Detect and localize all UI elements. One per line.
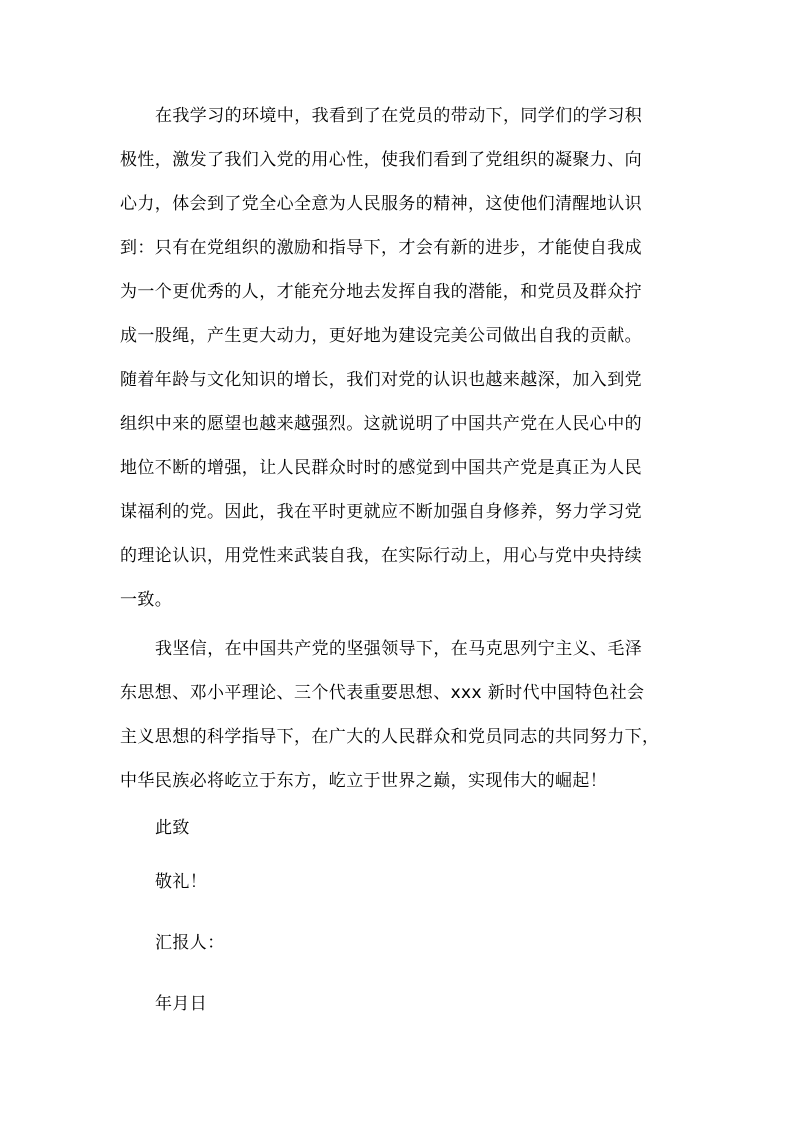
paragraph-1-line-4: 到：只有在党组织的激励和指导下，才会有新的进步，才能使自我成	[120, 238, 642, 258]
paragraph-1-line-3: 心力，体会到了党全心全意为人民服务的精神，这使他们清醒地认识	[120, 194, 642, 214]
paragraph-1-line-6: 成一股绳，产生更大动力，更好地为建设完美公司做出自我的贡献。	[120, 326, 642, 346]
paragraph-1-line-11: 的理论认识，用党性来武装自我，在实际行动上，用心与党中央持续	[120, 546, 642, 566]
paragraph-1-line-10: 谋福利的党。因此，我在平时更就应不断加强自身修养，努力学习党	[120, 502, 642, 522]
paragraph-2-line-4: 中华民族必将屹立于东方，屹立于世界之巅，实现伟大的崛起！	[120, 771, 608, 791]
date-label: 年月日	[155, 994, 208, 1014]
paragraph-2-line-3: 主义思想的科学指导下，在广大的人民群众和党员同志的共同努力下，	[120, 727, 660, 747]
reporter-label: 汇报人：	[155, 933, 225, 953]
paragraph-1-line-9: 地位不断的增强，让人民群众时时的感觉到中国共产党是真正为人民	[120, 458, 642, 478]
paragraph-1-line-5: 为一个更优秀的人，才能充分地去发挥自我的潜能，和党员及群众拧	[120, 282, 642, 302]
paragraph-2-line-1: 我坚信，在中国共产党的坚强领导下，在马克思列宁主义、毛泽	[155, 639, 643, 659]
closing-text: 此致	[155, 818, 190, 838]
paragraph-1-line-2: 极性，激发了我们入党的用心性，使我们看到了党组织的凝聚力、向	[120, 150, 642, 170]
paragraph-1-line-7: 随着年龄与文化知识的增长，我们对党的认识也越来越深，加入到党	[120, 370, 642, 390]
paragraph-2-line-2: 东思想、邓小平理论、三个代表重要思想、xxx 新时代中国特色社会	[120, 683, 645, 703]
salute-text: 敬礼！	[155, 872, 208, 892]
paragraph-1-line-1: 在我学习的环境中，我看到了在党员的带动下，同学们的学习积	[155, 106, 643, 126]
paragraph-1-line-12: 一致。	[120, 590, 173, 610]
paragraph-1-line-8: 组织中来的愿望也越来越强烈。这就说明了中国共产党在人民心中的	[120, 414, 642, 434]
